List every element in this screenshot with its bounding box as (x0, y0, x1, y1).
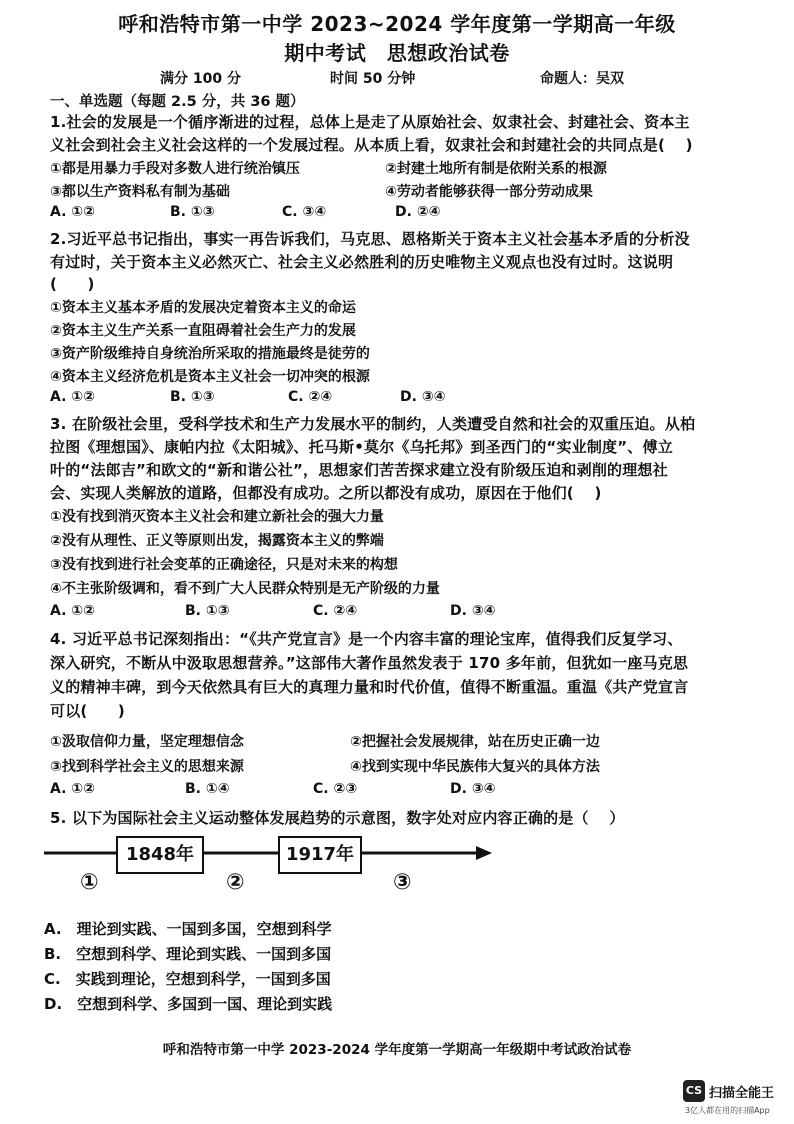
scanner-watermark (683, 1080, 774, 1102)
full-score: 满分 100 分 (160, 71, 241, 87)
q5-line: 5. 以下为国际社会主义运动整体发展趋势的示意图，数字处对应内容正确的是（ ） (50, 809, 625, 827)
q3-item: ②没有从理性、正义等原则出发，揭露资本主义的弊端 (50, 533, 384, 549)
q4-line: 可以( ) (50, 702, 125, 720)
q4-item: ②把握社会发展规律，站在历史正确一边 (350, 734, 600, 750)
q1-item: ②封建土地所有制是依附关系的根源 (385, 161, 607, 177)
q4-line: 深入研究，不断从中汲取思想营养。”这部伟大著作虽然发表于 170 多年前，但犹如一座马克思 (50, 654, 689, 672)
q1-choice-b: B. ①③ (170, 204, 215, 220)
scanner-logo-icon: CS (683, 1080, 705, 1102)
q2-choice-b: B. ①③ (170, 389, 215, 405)
q3-line: 叶的“法郎吉”和欧文的“新和谐公社”，思想家们苦苦探求建立没有阶级压迫和剥削的理想社 (50, 461, 668, 479)
q5-choice-b: B. 空想到科学、理论到实践、一国到多国 (44, 945, 332, 963)
timeline-diagram (40, 836, 500, 896)
q4-item: ③找到科学社会主义的思想来源 (50, 759, 244, 775)
q3-line: 拉图《理想国》、康帕内拉《太阳城》、托马斯•莫尔《乌托邦》到圣西门的“实业制度”、傅立 (50, 438, 673, 456)
q4-line: 义的精神丰碑，到今天依然具有巨大的真理力量和时代价值，值得不断重温。重温《共产党宣言 (50, 678, 689, 696)
q2-item: ③资产阶级维持自身统治所采取的措施最终是徒劳的 (50, 346, 370, 362)
q2-choice-c: C. ②④ (288, 389, 333, 405)
q3-line: 会、实现人类解放的道路，但都没有成功。之所以都没有成功，原因在于他们( ) (50, 484, 602, 502)
q5-choice-d: D. 空想到科学、多国到一国、理论到实践 (44, 995, 333, 1013)
q4-choice-d: D. ③④ (450, 781, 496, 797)
q1-item: ①都是用暴力手段对多数人进行统治镇压 (50, 161, 300, 177)
q4-line: 4. 习近平总书记深刻指出：“《共产党宣言》是一个内容丰富的理论宝库，值得我们反复学习、 (50, 630, 683, 648)
q5-choice-c: C. 实践到理论，空想到科学，一国到多国 (44, 970, 331, 988)
q1-choice-a: A. ①② (50, 204, 95, 220)
q3-choice-b: B. ①③ (185, 603, 230, 619)
q1-choice-d: D. ②④ (395, 204, 441, 220)
q3-item: ③没有找到进行社会变革的正确途径，只是对未来的构想 (50, 557, 398, 573)
year-box-1848: 1848年 (116, 836, 204, 874)
q4-item: ①汲取信仰力量，坚定理想信念 (50, 734, 244, 750)
exam-title-line1: 呼和浩特市第一中学 2023~2024 学年度第一学期高一年级 (118, 12, 676, 36)
q3-choice-a: A. ①② (50, 603, 95, 619)
q1-item: ④劳动者能够获得一部分劳动成果 (385, 184, 593, 200)
q3-choice-d: D. ③④ (450, 603, 496, 619)
q2-choice-d: D. ③④ (400, 389, 446, 405)
page-footer: 呼和浩特市第一中学 2023-2024 学年度第一学期高一年级期中考试政治试卷 (162, 1042, 632, 1058)
q3-item: ①没有找到消灭资本主义社会和建立新社会的强大力量 (50, 509, 384, 525)
q2-choice-a: A. ①② (50, 389, 95, 405)
q1-line: 义社会到社会主义社会这样的一个发展过程。从本质上看，奴隶社会和封建社会的共同点是( ) (50, 136, 693, 154)
q4-choice-b: B. ①④ (185, 781, 230, 797)
q2-line: ( ) (50, 275, 95, 293)
q5-choice-a: A. 理论到实践、一国到多国，空想到科学 (44, 920, 332, 938)
q4-choice-a: A. ①② (50, 781, 95, 797)
q3-choice-c: C. ②④ (313, 603, 358, 619)
q4-item: ④找到实现中华民族伟大复兴的具体方法 (350, 759, 600, 775)
q2-item: ②资本主义生产关系一直阻碍着社会生产力的发展 (50, 323, 356, 339)
timeline-arrow (40, 836, 500, 872)
exam-time: 时间 50 分钟 (330, 71, 416, 87)
scanner-tagline: 3亿人都在用的扫描App (685, 1106, 770, 1115)
q2-item: ④资本主义经济危机是资本主义社会一切冲突的根源 (50, 369, 370, 385)
circled-number-1: ① (80, 870, 99, 895)
q1-choice-c: C. ③④ (282, 204, 327, 220)
exam-author: 命题人：吴双 (540, 71, 624, 87)
q1-item: ③都以生产资料私有制为基础 (50, 184, 230, 200)
circled-number-2: ② (226, 870, 245, 895)
scanner-app-name: 扫描全能王 (709, 1085, 775, 1101)
section-title: 一、单选题（每题 2.5 分，共 36 题） (50, 94, 305, 110)
circled-number-3: ③ (393, 870, 412, 895)
q3-item: ④不主张阶级调和，看不到广大人民群众特别是无产阶级的力量 (50, 581, 440, 597)
q2-line: 有过时，关于资本主义必然灭亡、社会主义必然胜利的历史唯物主义观点也没有过时。这说明 (50, 253, 674, 271)
q1-line: 1.社会的发展是一个循序渐进的过程，总体上是走了从原始社会、奴隶社会、封建社会、资本主 (50, 113, 690, 131)
q3-line: 3. 在阶级社会里，受科学技术和生产力发展水平的制约，人类遭受自然和社会的双重压迫。从柏 (50, 415, 696, 433)
q2-item: ①资本主义基本矛盾的发展决定着资本主义的命运 (50, 300, 356, 316)
exam-title-line2: 期中考试 思想政治试卷 (284, 41, 510, 65)
year-box-1917: 1917年 (278, 836, 362, 874)
q4-choice-c: C. ②③ (313, 781, 358, 797)
q2-line: 2.习近平总书记指出，事实一再告诉我们，马克思、恩格斯关于资本主义社会基本矛盾的分析没 (50, 230, 690, 248)
